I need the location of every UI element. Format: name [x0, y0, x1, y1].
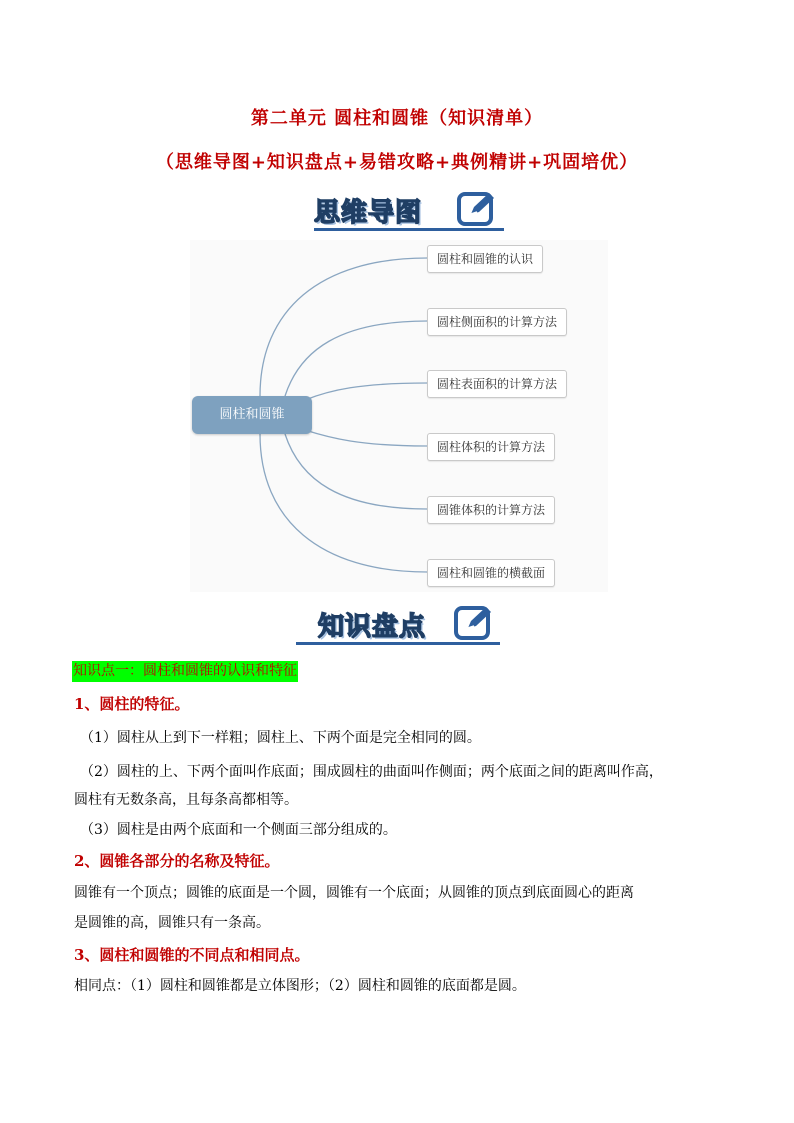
section-heading: 1、圆柱的特征。	[74, 695, 190, 713]
mind-map-branch: 圆柱和圆锥的横截面	[427, 559, 555, 587]
banner-underline	[296, 642, 500, 645]
knowledge-point-label: 知识点一：圆柱和圆锥的认识和特征	[72, 661, 298, 682]
paragraph: （2）圆柱的上、下两个面叫作底面；围成圆柱的曲面叫作侧面；两个底面之间的距离叫作高，	[80, 764, 663, 780]
edit-square-icon	[452, 604, 496, 642]
paragraph: （1）圆柱从上到下一样粗；圆柱上、下两个面是完全相同的圆。	[80, 730, 481, 746]
knowledge-banner-title: 知识盘点	[318, 612, 427, 642]
section-heading: 3、圆柱和圆锥的不同点和相同点。	[74, 946, 310, 964]
section-heading: 2、圆锥各部分的名称及特征。	[74, 852, 280, 870]
knowledge-banner	[0, 602, 794, 646]
edit-square-icon	[455, 190, 499, 228]
mind-map-branch: 圆锥体积的计算方法	[427, 496, 555, 524]
mindmap-banner	[0, 188, 794, 232]
mindmap-banner-title: 思维导图	[314, 198, 423, 228]
page-title: 第二单元 圆柱和圆锥（知识清单）	[250, 108, 544, 129]
paragraph: （3）圆柱是由两个底面和一个侧面三部分组成的。	[80, 822, 397, 838]
paragraph: 圆锥有一个顶点；圆锥的底面是一个圆，圆锥有一个底面；从圆锥的顶点到底面圆心的距离	[74, 885, 634, 901]
paragraph: 相同点：（1）圆柱和圆锥都是立体图形；（2）圆柱和圆锥的底面都是圆。	[74, 978, 526, 994]
mind-map-branch: 圆柱和圆锥的认识	[427, 245, 543, 273]
banner-underline	[314, 228, 504, 231]
mind-map-root: 圆柱和圆锥	[192, 396, 312, 434]
mind-map-branch: 圆柱侧面积的计算方法	[427, 308, 567, 336]
page-subtitle: （思维导图+知识盘点+易错攻略+典例精讲+巩固培优）	[155, 152, 639, 173]
paragraph: 是圆锥的高，圆锥只有一条高。	[74, 915, 270, 931]
paragraph: 圆柱有无数条高，且每条高都相等。	[74, 792, 298, 808]
mind-map-branch: 圆柱表面积的计算方法	[427, 370, 567, 398]
mind-map	[190, 240, 608, 592]
mind-map-branch: 圆柱体积的计算方法	[427, 433, 555, 461]
